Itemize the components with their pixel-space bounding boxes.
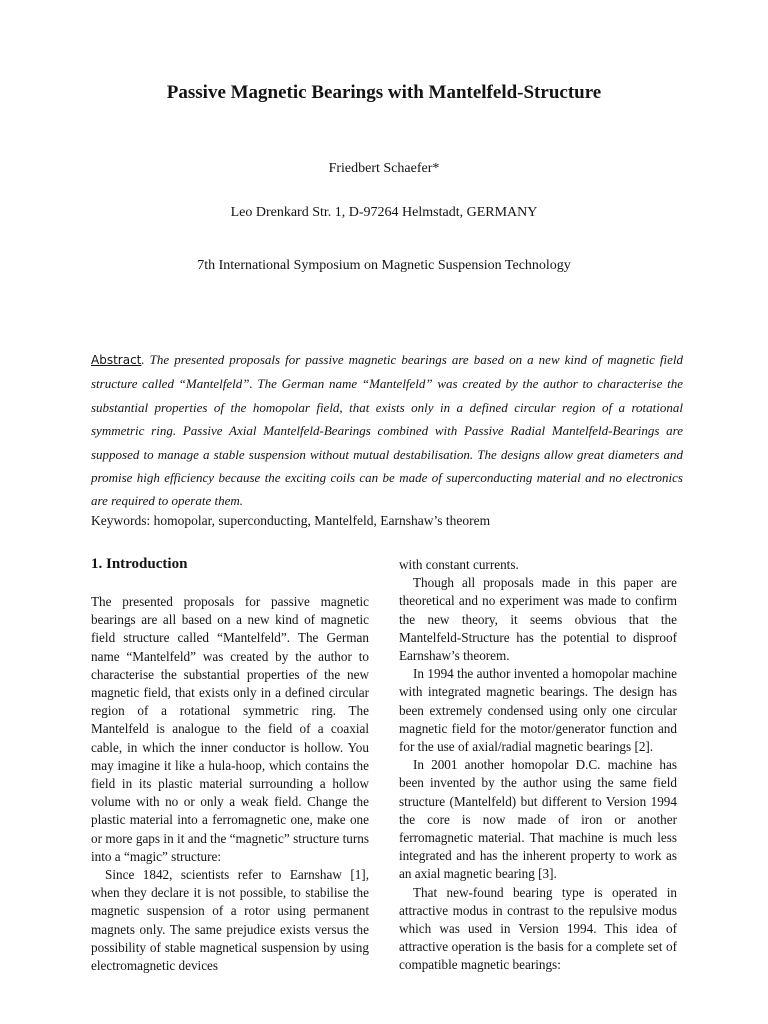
keywords-line: Keywords: homopolar, superconducting, Mantelfeld, Earnshaw’s theorem (91, 513, 491, 528)
conference-name: 7th International Symposium on Magnetic Suspension Technology (197, 258, 571, 273)
abstract-text: . The presented proposals for passive magnetic bearings are based on a new kind of magnetic field structure called “Mantelfeld”. The German name “Mantelfeld” was created by the author to characterise the substantial properties of the homopolar field, that exists only in a defined circular region of a rotational symmetric ring. Passive Axial Mantelfeld-Bearings combined with Passive Radial Mantelfeld-Bearings are supposed to manage a stable suspension without mutual destabilisation. The designs allow great diameters and promise high efficiency because the exciting coils can be made of superconducting material and no electronics are required to operate them. (91, 352, 683, 509)
body-paragraph: In 1994 the author invented a homopolar machine with integrated magnetic bearings. The design has been extremely condensed using only one circular magnetic field for the motor/generator function and for the use of axial/radial magnetic bearings [2]. (399, 666, 677, 755)
paper-title: Passive Magnetic Bearings with Mantelfeld-Structure (166, 82, 602, 103)
body-paragraph: Though all proposals made in this paper are theoretical and no experiment was made to confirm the new theory, it seems obvious that the Mantelfeld-Structure has the potential to disproof Earnshaw’s theorem. (399, 575, 677, 664)
abstract-label: Abstract (91, 353, 142, 367)
right-column (399, 556, 677, 975)
abstract-block (91, 348, 683, 513)
left-column (91, 593, 369, 975)
body-paragraph: Since 1842, scientists refer to Earnshaw [1], when they declare it is not possible, to stabilise the magnetic suspension of a rotor using permanent magnets only. The same prejudice exists versus the possibility of stable magnetical suspension by using electromagnetic devices (91, 867, 369, 974)
body-paragraph: That new-found bearing type is operated in attractive modus in contrast to the repulsive modus which was used in Version 1994. This idea of attractive operation is the basis for a complete set of compatible magnetic bearings: (399, 884, 677, 973)
body-paragraph: The presented proposals for passive magnetic bearings are all based on a new kind of magnetic field structure called “Mantelfeld”. The German name “Mantelfeld” was created by the author to characterise the substantial properties of the new magnetic field, that exists only in a defined circular region of a rotational symmetric ring. The Mantelfeld is analogue to the field of a coaxial cable, in which the inner conductor is hollow. You may imagine it like a hula-hoop, which contains the field in its plastic material surrounding a hollow volume with no or only a weak field. Change the plastic material into a ferromagnetic one, make one or more gaps in it and the “magnetic” structure turns into a “magic” structure: (91, 594, 369, 864)
author-address: Leo Drenkard Str. 1, D-97264 Helmstadt, GERMANY (230, 205, 538, 220)
author-name: Friedbert Schaefer* (328, 161, 440, 176)
section-heading-introduction: 1. Introduction (91, 556, 188, 572)
body-paragraph: In 2001 another homopolar D.C. machine has been invented by the author using the same field structure (Mantelfeld) but different to Version 1994 the core is now made of iron or another ferromagnetic material. That machine is much less integrated and has the inherent property to work as an axial magnetic bearing [3]. (399, 757, 677, 882)
body-paragraph: with constant currents. (399, 557, 519, 572)
